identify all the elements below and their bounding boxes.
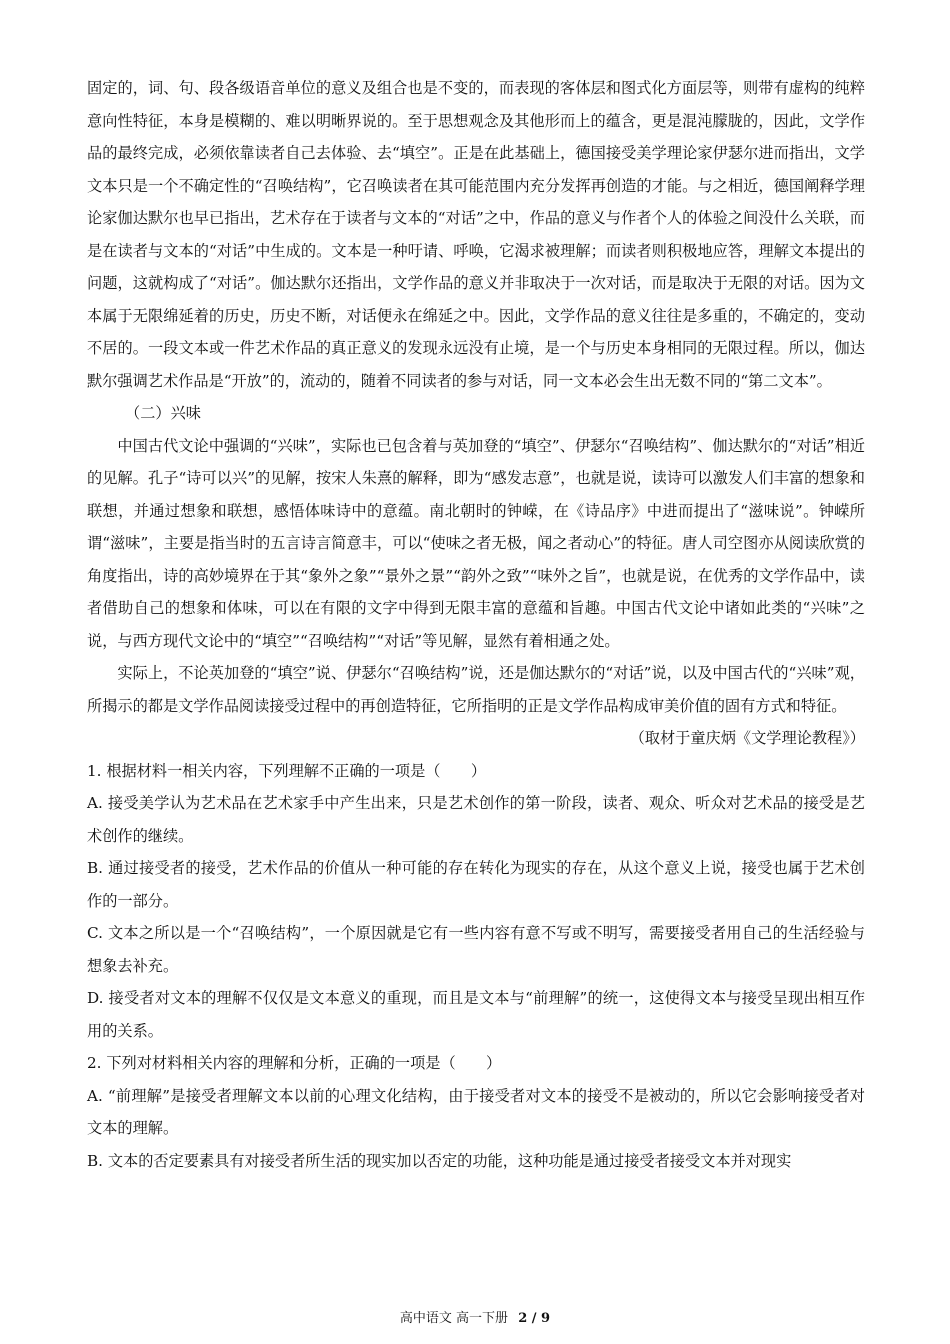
- question-1-option-d: D. 接受者对文本的理解不仅仅是文本意义的重现，而且是文本与“前理解”的统一，这使得文本与接受呈现出相互作用的关系。: [87, 989, 865, 1040]
- question-1-option-b: B. 通过接受者的接受，艺术作品的价值从一种可能的存在转化为现实的存在，从这个意义上说，接受也属于艺术创作的一部分。: [87, 859, 865, 910]
- document-body: [87, 72, 865, 1177]
- section-heading-xingwei: （二）兴味: [125, 404, 201, 422]
- question-2-option-b: B. 文本的否定要素具有对接受者所生活的现实加以否定的功能，这种功能是通过接受者接受文本并对现实: [87, 1151, 792, 1170]
- question-1-option-c: C. 文本之所以是一个“召唤结构”，一个原因就是它有一些内容有意不写或不明写，需要接受者用自己的生活经验与想象去补充。: [87, 924, 865, 975]
- page-number: 2 / 9: [518, 1311, 551, 1326]
- question-1-option-a: A. 接受美学认为艺术品在艺术家手中产生出来，只是艺术创作的第一阶段，读者、观众、听众对艺术品的接受是艺术创作的继续。: [87, 794, 865, 845]
- paragraph-conclusion: 实际上，不论英加登的“填空”说、伊瑟尔“召唤结构”说，还是伽达默尔的“对话”说，以及中国古代的“兴味”观，所揭示的都是文学作品阅读接受过程中的再创造特征，它所指明的正是文学作品构成审美价值的固有方式和特征。: [87, 664, 865, 715]
- paragraph-xingwei: 中国古代文论中强调的“兴味”，实际也已包含着与英加登的“填空”、伊瑟尔“召唤结构”、伽达默尔的“对话”相近的见解。孔子“诗可以兴”的见解，按宋人朱熹的解释，即为“感发志意”，也就是说，读诗可以激发人们丰富的想象和联想，并通过想象和联想，感悟体味诗中的意蕴。南北朝时的钟嵘，在《诗品序》中进而提出了“滋味说”。钟嵘所谓“滋味”，主要是指当时的五言诗言简意丰，可以“使味之者无极，闻之者动心”的特征。唐人司空图亦从阅读欣赏的角度指出，诗的高妙境界在于其“象外之象”“景外之景”“韵外之致”“味外之旨”，也就是说，在优秀的文学作品中，读者借助自己的想象和体味，可以在有限的文字中得到无限丰富的意蕴和旨趣。中国古代文论中诸如此类的“兴味”之说，与西方现代文论中的“填空”“召唤结构”“对话”等见解，显然有着相通之处。: [87, 436, 865, 650]
- question-1-stem: 1. 根据材料一相关内容，下列理解不正确的一项是（ ）: [87, 761, 487, 780]
- paragraph-continued: 固定的，词、句、段各级语音单位的意义及组合也是不变的，而表现的客体层和图式化方面层等，则带有虚构的纯粹意向性特征，本身是模糊的、难以明晰界说的。至于思想观念及其他形而上的蕴含，更是混沌朦胧的，因此，文学作品的最终完成，必须依靠读者自己去体验、去“填空”。正是在此基础上，德国接受美学理论家伊瑟尔进而指出，文学文本只是一个不确定性的“召唤结构”，它召唤读者在其可能范围内充分发挥再创造的才能。与之相近，德国阐释学理论家伽达默尔也早已指出，艺术存在于读者与文本的“对话”之中，作品的意义与作者个人的体验之间没什么关联，而是在读者与文本的“对话”中生成的。文本是一种吁请、呼唤，它渴求被理解；而读者则积极地应答，理解文本提出的问题，这就构成了“对话”。伽达默尔还指出，文学作品的意义并非取决于一次对话，而是取决于无限的对话。因为文本属于无限绵延着的历史，历史不断，对话便永在绵延之中。因此，文学作品的意义往往是多重的，不确定的，变动不居的。一段文本或一件艺术作品的真正意义的发现永远没有止境，是一个与历史本身相同的无限过程。所以，伽达默尔强调艺术作品是“开放”的，流动的，随着不同读者的参与对话，同一文本必会生出无数不同的“第二文本”。: [87, 79, 865, 390]
- source-citation: （取材于童庆炳《文学理论教程》）: [629, 729, 865, 747]
- question-2-stem: 2. 下列对材料相关内容的理解和分析，正确的一项是（ ）: [87, 1054, 502, 1072]
- question-2-option-a: A. “前理解”是接受者理解文本以前的心理文化结构，由于接受者对文本的接受不是被动的，所以它会影响接受者对文本的理解。: [87, 1086, 865, 1137]
- footer-label: 高中语文 高一下册: [399, 1311, 509, 1326]
- page-footer: [0, 1307, 950, 1326]
